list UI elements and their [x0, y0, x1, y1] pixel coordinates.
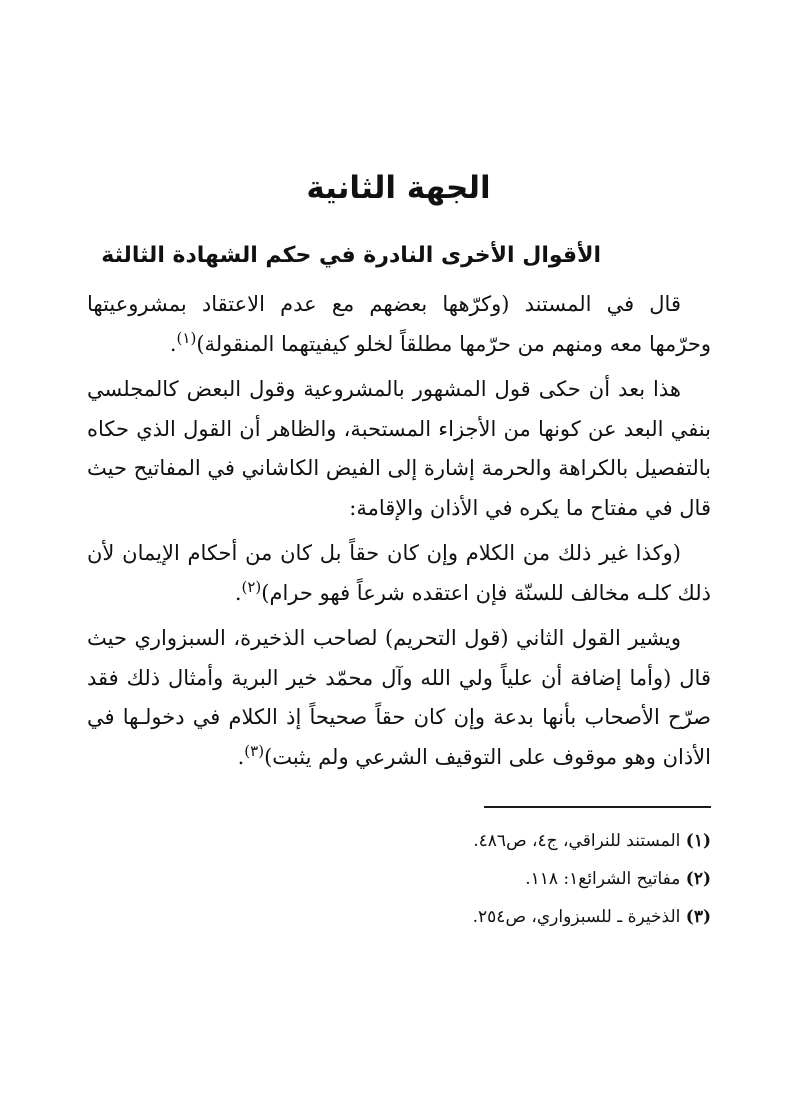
footnote-1	[87, 822, 711, 860]
paragraph-1	[87, 285, 711, 364]
footnote-ref-3: (٣)	[244, 741, 265, 760]
footnotes	[87, 822, 711, 936]
footnote-divider	[484, 806, 711, 808]
footnote-ref-2: (٢)	[241, 577, 262, 596]
paragraph-2-text: هذا بعد أن حكى قول المشهور بالمشروعية وقول البعض كالمجلسي بنفي البعد عن كونها من الأجزاء المستحبة، والظاهر أن القول الذي حكاه بالتفصيل بالكراهة والحرمة إشارة إلى الفيض الكاشاني في المفاتيح حيث قال في مفتاح ما يكره في الأذان والإقامة:	[87, 377, 711, 520]
body-text	[87, 285, 711, 783]
paragraph-3-text: (وكذا غير ذلك من الكلام وإن كان حقاً بل كان من أحكام الإيمان لأن ذلك كلـه مخالف للسنّة فإن اعتقده شرعاً فهو حرام)	[87, 541, 711, 605]
paragraph-3-end: .	[234, 580, 242, 605]
paragraph-4-text: ويشير القول الثاني (قول التحريم) لصاحب الذخيرة، السبزواري حيث قال (وأما إضافة أن علياً ولي الله وآل محمّد خير البرية وأمثال ذلك فقد صرّح الأصحاب بأنها بدعة وإن كان حقاً صحيحاً إذ الكلام في دخولـها في الأذان وهو موقوف على التوقيف الشرعي ولم يثبت)	[87, 626, 711, 769]
footnote-2-text: مفاتيح الشرائع١: ١١٨.	[525, 869, 681, 889]
footnote-3-number: (٣)	[685, 907, 711, 927]
footnote-3-text: الذخيرة ـ للسبزواري، ص٢٥٤.	[472, 907, 681, 927]
footnote-3	[87, 898, 711, 936]
footnote-ref-1: (١)	[176, 328, 197, 347]
paragraph-4	[87, 619, 711, 777]
page-subtitle: الأقوال الأخرى النادرة في حكم الشهادة الثالثة	[101, 243, 601, 268]
paragraph-3	[87, 534, 711, 613]
paragraph-4-end: .	[237, 744, 245, 769]
footnote-1-number: (١)	[685, 831, 711, 851]
footnote-2-number: (٢)	[685, 869, 711, 889]
footnote-2	[87, 860, 711, 898]
footnote-1-text: المستند للنراقي، ج٤، ص٤٨٦.	[473, 831, 681, 851]
page-title: الجهة الثانية	[306, 170, 491, 206]
paragraph-1-end: .	[169, 331, 177, 356]
paragraph-2	[87, 370, 711, 528]
paragraph-1-text: قال في المستند (وكرّهها بعضهم مع عدم الاعتقاد بمشروعيتها وحرّمها معه ومنهم من حرّمها مطلقاً لخلو كيفيتهما المنقولة)	[87, 292, 711, 356]
